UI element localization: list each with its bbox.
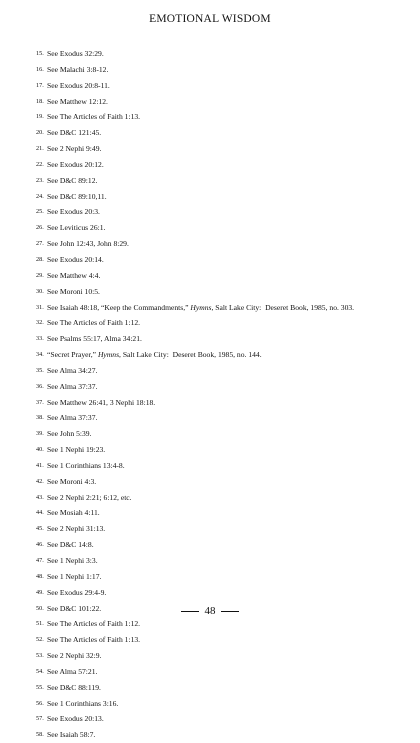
endnote-text: See 2 Nephi 32:9. xyxy=(47,651,102,661)
endnote-text: See 1 Corinthians 13:4-8. xyxy=(47,460,125,470)
endnote-item xyxy=(36,157,406,173)
endnote-item xyxy=(36,664,406,680)
endnote-text-pre: See Isaiah 48:18, “Keep the Commandments,” xyxy=(47,302,191,312)
endnote-item xyxy=(36,315,406,331)
endnote-item xyxy=(36,78,406,94)
endnote-text: See Moroni 4:3. xyxy=(47,476,97,486)
endnote-number: 17. xyxy=(36,81,44,89)
endnote-item xyxy=(36,648,406,664)
endnote-number: 57. xyxy=(36,715,44,723)
endnote-item xyxy=(36,727,406,743)
endnote-number: 26. xyxy=(36,224,44,232)
endnote-item xyxy=(36,711,406,727)
endnote-item xyxy=(36,632,406,648)
endnote-text: See The Articles of Faith 1:12. xyxy=(47,619,141,629)
endnote-item xyxy=(36,252,406,268)
footer-dash-left xyxy=(181,611,199,612)
endnote-item xyxy=(36,553,406,569)
endnote-number: 54. xyxy=(36,667,44,675)
endnote-text: See D&C 121:45. xyxy=(47,128,102,138)
endnote-text: See D&C 89:10,11. xyxy=(47,191,107,201)
endnote-item xyxy=(36,505,406,521)
endnote-item xyxy=(36,490,406,506)
endnote-number: 20. xyxy=(36,129,44,137)
endnote-item xyxy=(36,458,406,474)
endnote-text: See 2 Nephi 9:49. xyxy=(47,144,102,154)
endnote-item xyxy=(36,284,406,300)
endnote-text: See 1 Corinthians 3:16. xyxy=(47,698,119,708)
endnote-number: 36. xyxy=(36,382,44,390)
endnote-number: 16. xyxy=(36,65,44,73)
endnote-number: 43. xyxy=(36,493,44,501)
endnotes-list xyxy=(36,46,406,743)
endnote-text: See Alma 57:21. xyxy=(47,666,98,676)
endnote-text-italic: Hymns xyxy=(97,350,120,360)
endnote-text: See The Articles of Faith 1:13. xyxy=(47,112,141,122)
endnote-number: 44. xyxy=(36,509,44,517)
endnote-text: See Malachi 3:8-12. xyxy=(47,64,109,74)
endnote-item xyxy=(36,379,406,395)
endnote-number: 15. xyxy=(36,50,44,57)
endnote-item xyxy=(36,521,406,537)
endnote-number: 34. xyxy=(36,351,44,359)
endnote-text: See 2 Nephi 2:21; 6:12, etc. xyxy=(47,492,132,502)
endnote-item xyxy=(36,189,406,205)
endnote-number: 39. xyxy=(36,430,44,438)
endnote-number: 25. xyxy=(36,208,44,216)
endnote-text: See D&C 101:22. xyxy=(47,603,102,613)
endnote-text xyxy=(47,347,262,363)
endnote-text-italic: Hymns xyxy=(190,302,212,312)
endnote-number: 52. xyxy=(36,636,44,644)
endnote-item xyxy=(36,537,406,553)
endnote-number: 18. xyxy=(36,97,44,105)
endnote-number: 42. xyxy=(36,477,44,485)
endnote-number: 27. xyxy=(36,240,44,248)
endnote-number: 41. xyxy=(36,461,44,469)
endnote-text: See 1 Nephi 3:3. xyxy=(47,556,98,565)
endnote-text: See Matthew 12:12. xyxy=(47,96,108,106)
endnote-number: 21. xyxy=(36,145,44,153)
endnote-text: See Exodus 29:4-9. xyxy=(47,587,107,597)
endnote-number: 22. xyxy=(36,160,44,168)
endnote-number: 30. xyxy=(36,287,44,295)
endnote-number: 35. xyxy=(36,366,44,374)
endnote-text: See Isaiah 58:7. xyxy=(47,730,96,740)
endnote-text: See Mosiah 4:11. xyxy=(47,508,100,518)
endnote-item xyxy=(36,141,406,157)
endnote-item xyxy=(36,173,406,189)
endnote-text: See Leviticus 26:1. xyxy=(47,223,106,233)
endnote-number: 47. xyxy=(36,557,44,564)
endnote-number: 40. xyxy=(36,446,44,454)
page-footer xyxy=(0,605,420,617)
endnote-text: See 1 Nephi 1:17. xyxy=(47,571,102,581)
endnote-number: 31. xyxy=(36,303,44,311)
endnote-text: See Moroni 10:5. xyxy=(47,286,100,296)
endnote-number: 33. xyxy=(36,335,44,343)
endnote-item xyxy=(36,569,406,585)
endnote-number: 23. xyxy=(36,176,44,184)
endnote-number: 50. xyxy=(36,604,44,612)
endnote-number: 24. xyxy=(36,192,44,200)
endnote-text: See 2 Nephi 31:13. xyxy=(47,524,106,534)
running-header: EMOTIONAL WISDOM xyxy=(149,13,271,25)
endnote-text: See Exodus 20:8-11. xyxy=(47,80,110,90)
endnote-item xyxy=(36,410,406,426)
endnote-number: 19. xyxy=(36,113,44,121)
endnote-text: See Exodus 32:29. xyxy=(47,49,104,58)
endnote-text: See Exodus 20:14. xyxy=(47,254,104,264)
footer-dash-right xyxy=(221,611,239,612)
endnote-text: See D&C 88:119. xyxy=(47,682,101,692)
endnote-item xyxy=(36,125,406,141)
endnote-number: 32. xyxy=(36,319,44,327)
endnote-item xyxy=(36,442,406,458)
endnote-item xyxy=(36,300,406,316)
endnote-text: See John 5:39. xyxy=(47,429,92,439)
endnote-text: See Matthew 26:41, 3 Nephi 18:18. xyxy=(47,397,156,407)
endnote-item xyxy=(36,426,406,442)
endnote-item xyxy=(36,680,406,696)
endnote-number: 49. xyxy=(36,588,44,596)
endnote-item xyxy=(36,94,406,110)
endnote-text: See Exodus 20:3. xyxy=(47,207,100,217)
endnote-item xyxy=(36,62,406,78)
endnote-number: 29. xyxy=(36,271,44,279)
endnote-item xyxy=(36,109,406,125)
endnote-text: See D&C 89:12. xyxy=(47,175,98,185)
endnote-text: See Alma 37:37. xyxy=(47,381,98,391)
endnote-text-post: , Salt Lake City: Deseret Book, 1985, no. 144. xyxy=(119,350,262,360)
endnote-item xyxy=(36,331,406,347)
endnote-number: 46. xyxy=(36,541,44,549)
endnote-item xyxy=(36,236,406,252)
endnote-number: 38. xyxy=(36,414,44,422)
endnote-text: See Exodus 20:12. xyxy=(47,159,104,169)
endnote-number: 51. xyxy=(36,620,44,628)
endnote-item xyxy=(36,46,406,62)
endnote-text: See D&C 14:8. xyxy=(47,540,94,550)
endnote-number: 56. xyxy=(36,699,44,707)
endnote-number: 45. xyxy=(36,525,44,533)
endnote-item xyxy=(36,696,406,712)
endnote-number: 37. xyxy=(36,398,44,406)
endnote-text: See John 12:43, John 8:29. xyxy=(47,239,129,249)
endnote-number: 58. xyxy=(36,731,44,739)
endnote-text-post: , Salt Lake City: Deseret Book, 1985, no. 303. xyxy=(211,302,355,312)
endnote-text: See Alma 37:37. xyxy=(47,413,98,423)
endnote-text xyxy=(47,300,354,316)
endnote-item xyxy=(36,204,406,220)
endnote-text: See 1 Nephi 19:23. xyxy=(47,445,106,455)
endnote-item xyxy=(36,220,406,236)
endnote-number: 53. xyxy=(36,652,44,660)
endnote-number: 48. xyxy=(36,572,44,580)
endnote-number: 55. xyxy=(36,683,44,691)
page-number: 48 xyxy=(204,605,216,617)
endnote-text: See The Articles of Faith 1:13. xyxy=(47,635,141,645)
endnote-number: 28. xyxy=(36,255,44,263)
endnote-item xyxy=(36,268,406,284)
endnote-item xyxy=(36,585,406,601)
endnote-text: See Psalms 55:17, Alma 34:21. xyxy=(47,334,142,344)
endnote-item xyxy=(36,395,406,411)
endnote-text: See Matthew 4:4. xyxy=(47,270,101,280)
endnote-text-pre: “Secret Prayer,” xyxy=(47,350,98,360)
endnote-item xyxy=(36,347,406,363)
endnote-text: See The Articles of Faith 1:12. xyxy=(47,318,141,328)
endnote-item xyxy=(36,474,406,490)
endnote-text: See Alma 34:27. xyxy=(47,365,98,375)
endnote-item xyxy=(36,363,406,379)
endnote-text: See Exodus 20:13. xyxy=(47,714,104,724)
